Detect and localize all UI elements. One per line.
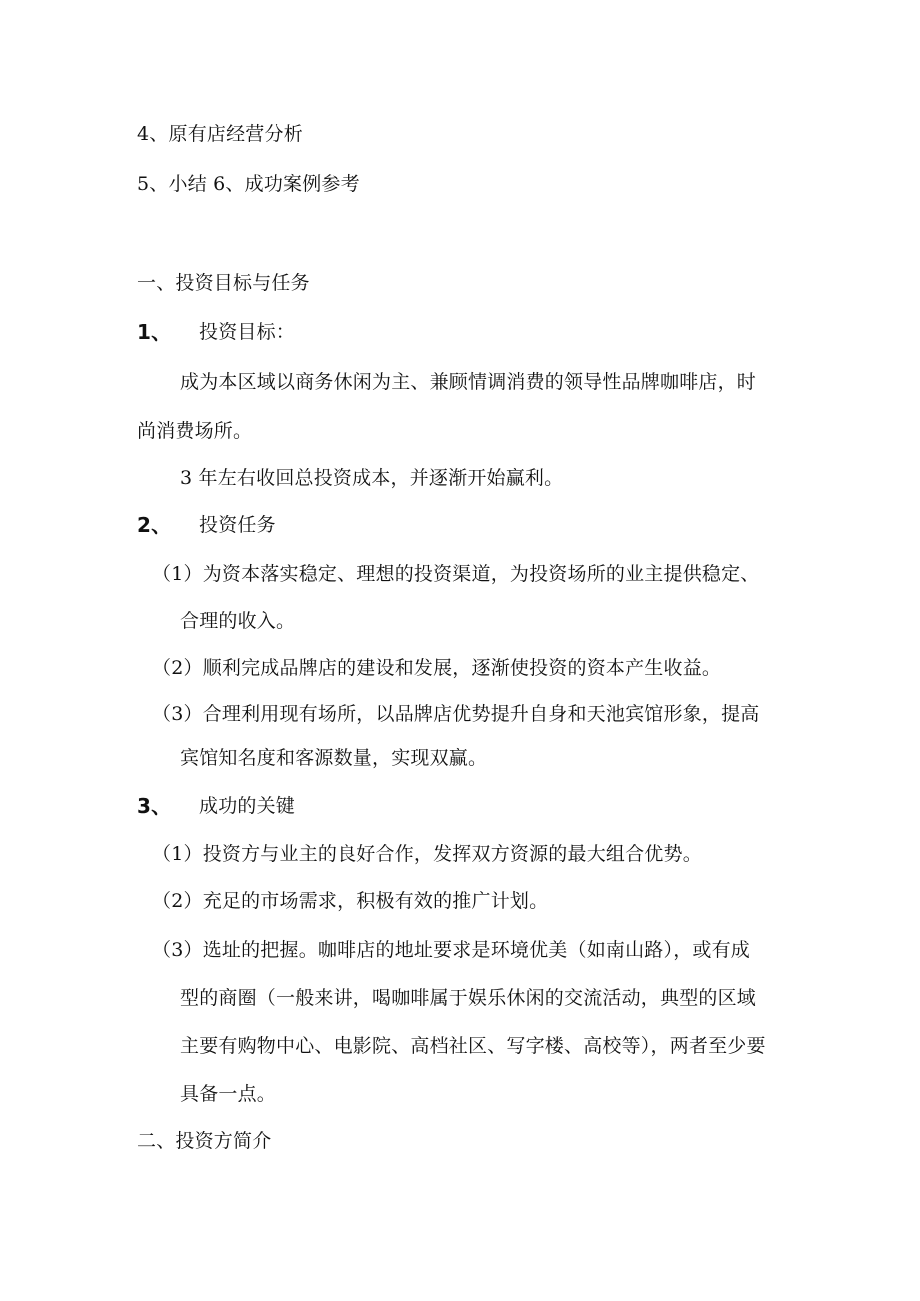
item-3-point-2: （2）充足的市场需求，积极有效的推广计划。	[152, 890, 549, 912]
item-2-point-1-line-1: （1）为资本落实稳定、理想的投资渠道，为投资场所的业主提供稳定、	[152, 563, 760, 585]
section-2-heading: 二、投资方简介	[137, 1130, 272, 1152]
toc-item-4: 4、原有店经营分析	[137, 123, 303, 145]
item-1-number: 1、	[137, 320, 172, 344]
item-3-point-3-line-2: 型的商圈（一般来讲，喝咖啡属于娱乐休闲的交流活动，典型的区域	[180, 987, 757, 1009]
item-1-paragraph-2: 3 年左右收回总投资成本，并逐渐开始赢利。	[180, 467, 564, 489]
item-1-title: 投资目标：	[199, 321, 296, 343]
item-2-number: 2、	[137, 513, 172, 537]
item-2-point-3-line-1: （3）合理利用现有场所，以品牌店优势提升自身和天池宾馆形象，提高	[152, 703, 760, 725]
item-3-number: 3、	[137, 794, 172, 818]
item-3-title: 成功的关键	[199, 795, 296, 817]
item-3-point-3-line-1: （3）选址的把握。咖啡店的地址要求是环境优美（如南山路），或有成	[152, 939, 750, 961]
item-3-point-1: （1）投资方与业主的良好合作，发挥双方资源的最大组合优势。	[152, 843, 702, 865]
section-1-heading: 一、投资目标与任务	[137, 272, 310, 294]
item-3-point-3-line-4: 具备一点。	[180, 1083, 277, 1105]
item-2-point-1-line-2: 合理的收入。	[180, 610, 296, 632]
item-1-paragraph-1-line-2: 尚消费场所。	[137, 420, 253, 442]
item-3-point-3-line-3: 主要有购物中心、电影院、高档社区、写字楼、高校等），两者至少要	[180, 1035, 766, 1057]
item-2-point-3-line-2: 宾馆知名度和客源数量，实现双赢。	[180, 747, 488, 769]
toc-item-5-6: 5、小结 6、成功案例参考	[137, 173, 360, 195]
item-1-paragraph-1-line-1: 成为本区域以商务休闲为主、兼顾情调消费的领导性品牌咖啡店，时	[180, 371, 757, 393]
item-2-point-2: （2）顺利完成品牌店的建设和发展，逐渐使投资的资本产生收益。	[152, 657, 722, 679]
item-2-title: 投资任务	[199, 514, 276, 536]
